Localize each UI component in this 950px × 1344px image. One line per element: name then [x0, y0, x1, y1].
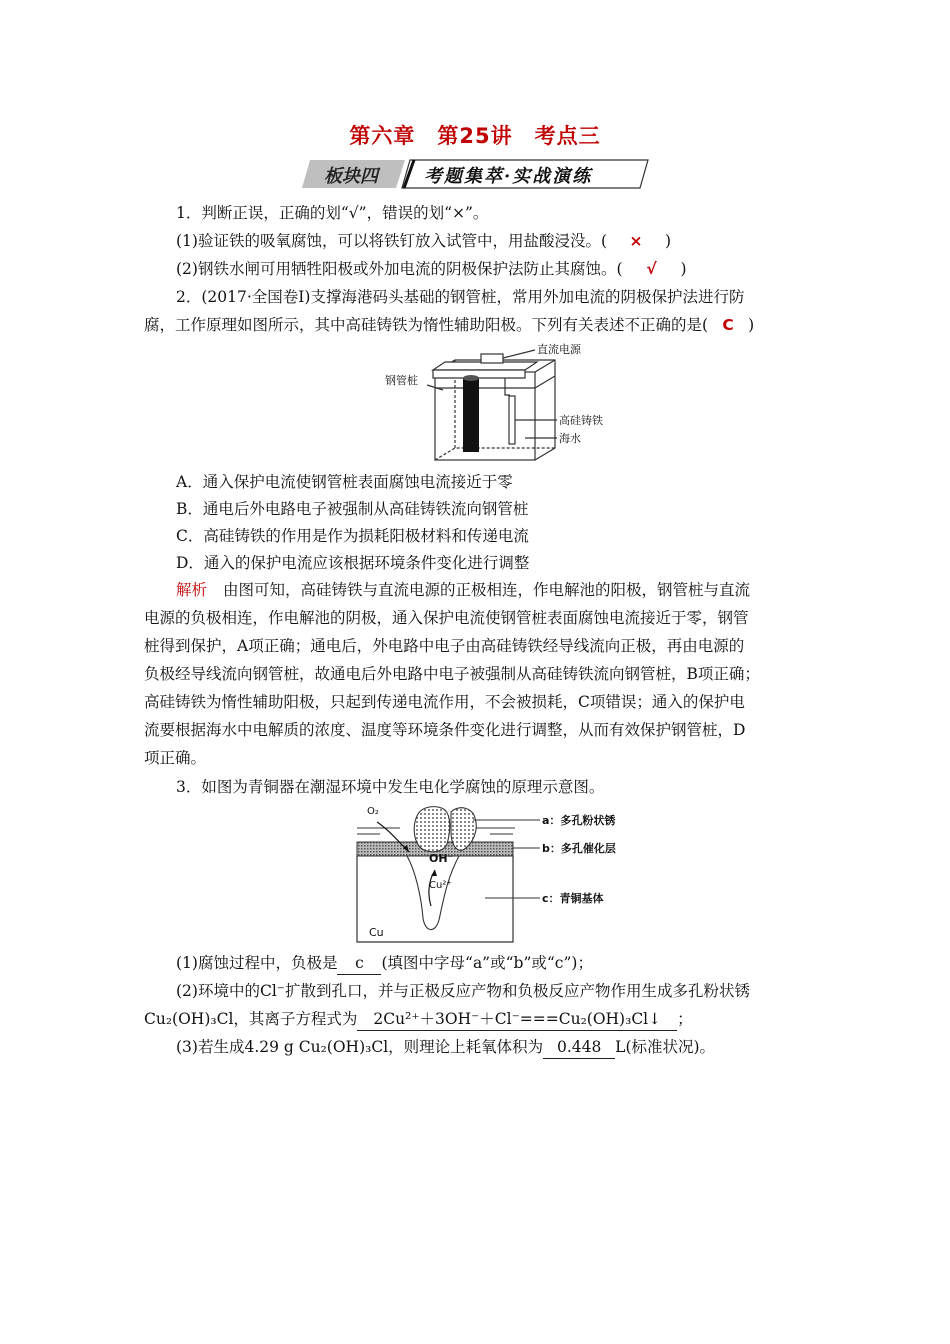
q1-item1: [176, 230, 671, 252]
q2-line2: [144, 314, 754, 336]
q3-part2-line1: (2)环境中的Cl⁻扩散到孔口，并与正极反应产物和负极反应产物作用生成多孔粉状锈: [176, 982, 750, 1000]
q1-item2-answer: √: [646, 260, 657, 278]
q3-part2-pre: Cu₂(OH)₃Cl，其离子方程式为: [144, 1010, 358, 1028]
label-oh: OH⁻: [429, 852, 454, 865]
section-banner: [300, 158, 650, 190]
q3-figure: [355, 800, 645, 949]
analysis-line-3: 桩得到保护，A项正确；通电后，外电路中电子由高硅铸铁经导线流向正极，再由电源的: [144, 637, 745, 655]
q1-item2-close: ): [680, 260, 687, 278]
analysis-label: 解析: [176, 581, 208, 599]
analysis-line-5: 高硅铸铁为惰性辅助阳极，只起到传递电流作用，不会被损耗，C项错误；通入的保护电: [144, 693, 745, 711]
label-anode: 高硅铸铁: [559, 414, 603, 427]
label-o2: O₂: [367, 806, 379, 817]
label-power: 直流电源: [537, 343, 581, 356]
power-box: [481, 354, 503, 363]
page-title: 第六章 第25讲 考点三: [349, 124, 601, 148]
analysis-line-2: 电源的负极相连，作电解池的阴极，通入保护电流使钢管桩表面腐蚀电流接近于零，钢管: [144, 609, 749, 627]
q3-part1-post: (填图中字母“a”或“b”或“c”)；: [381, 954, 593, 972]
label-sea: 海水: [559, 432, 581, 445]
analysis-line-4: 负极经导线流向钢管桩，故通电后外电路中电子被强制从高硅铸铁流向钢管桩，B项正确；: [144, 665, 760, 683]
q1-item2-text: (2)钢铁水闸可用牺牲阳极或外加电流的阴极保护法防止其腐蚀。(: [176, 260, 623, 278]
q1-item1-text: (1)验证铁的吸氧腐蚀，可以将铁钉放入试管中，用盐酸浸没。(: [176, 232, 608, 250]
q2-option-c: C．高硅铸铁的作用是作为损耗阳极材料和传递电流: [176, 527, 529, 545]
q2-figure: [385, 340, 605, 469]
q3-part1-pre: (1)腐蚀过程中，负极是: [176, 954, 338, 972]
label-a: a：多孔粉状锈: [542, 814, 616, 827]
label-c: c：青铜基体: [542, 892, 604, 905]
q1-stem: 1．判断正误，正确的划“√”，错误的划“×”。: [176, 204, 489, 222]
q1-item1-answer: ×: [629, 232, 643, 250]
q2-answer: C: [722, 316, 734, 334]
tank-front: [435, 372, 535, 460]
q2-option-b: B．通电后外电路电子被强制从高硅铸铁流向钢管桩: [176, 500, 529, 518]
q2-analysis-first: [176, 579, 750, 601]
q3-part2-answer: 2Cu²⁺＋3OH⁻＋Cl⁻===Cu₂(OH)₃Cl↓: [357, 1008, 677, 1031]
banner-section: 板块四: [324, 166, 378, 187]
label-cu: Cu: [369, 926, 384, 939]
q2-option-d: D．通入的保护电流应该根据环境条件变化进行调整: [176, 554, 530, 572]
label-cu2: Cu²⁺: [429, 880, 452, 891]
q3-part3: [176, 1036, 715, 1059]
q1-item1-close: ): [665, 232, 672, 250]
q3-part3-post: L(标准状况)。: [615, 1038, 716, 1056]
q3-part2-line2: [144, 1008, 693, 1031]
q3-part2-post: ；: [677, 1010, 693, 1028]
q3-part3-pre: (3)若生成4.29 g Cu₂(OH)₃Cl，则理论上耗氧体积为: [176, 1038, 544, 1056]
corrosion-pit: [407, 856, 459, 930]
q2-line1: 2．(2017·全国卷Ⅰ)支撑海港码头基础的钢管桩，常用外加电流的阴极保护法进行防: [176, 288, 745, 306]
q3-part1-answer: c: [337, 952, 381, 975]
q1-item2: [176, 258, 687, 280]
q3-part1: [176, 952, 593, 975]
q2-line2-close: ): [748, 316, 755, 334]
q2-line2-text: 腐，工作原理如图所示，其中高硅铸铁为惰性辅助阳极。下列有关表述不正确的是(: [144, 316, 709, 334]
analysis-line-6: 流要根据海水中电解质的浓度、温度等环境条件变化进行调整，从而有效保护钢管桩，D: [144, 721, 746, 739]
q3-stem: 3．如图为青铜器在潮湿环境中发生电化学腐蚀的原理示意图。: [176, 778, 605, 796]
q3-part3-answer: 0.448: [543, 1036, 615, 1059]
steel-pile: [463, 378, 479, 452]
label-b: b：多孔催化层: [542, 842, 616, 855]
rust-blob-1: [414, 807, 450, 852]
banner-name: 考题集萃·实战演练: [424, 166, 593, 187]
analysis-line-1: 由图可知，高硅铸铁与直流电源的正极相连，作电解池的阳极，钢管桩与直流: [223, 581, 751, 599]
q2-option-a: A．通入保护电流使钢管桩表面腐蚀电流接近于零: [176, 473, 513, 491]
analysis-line-7: 项正确。: [144, 749, 207, 767]
label-pile: 钢管桩: [385, 374, 418, 387]
